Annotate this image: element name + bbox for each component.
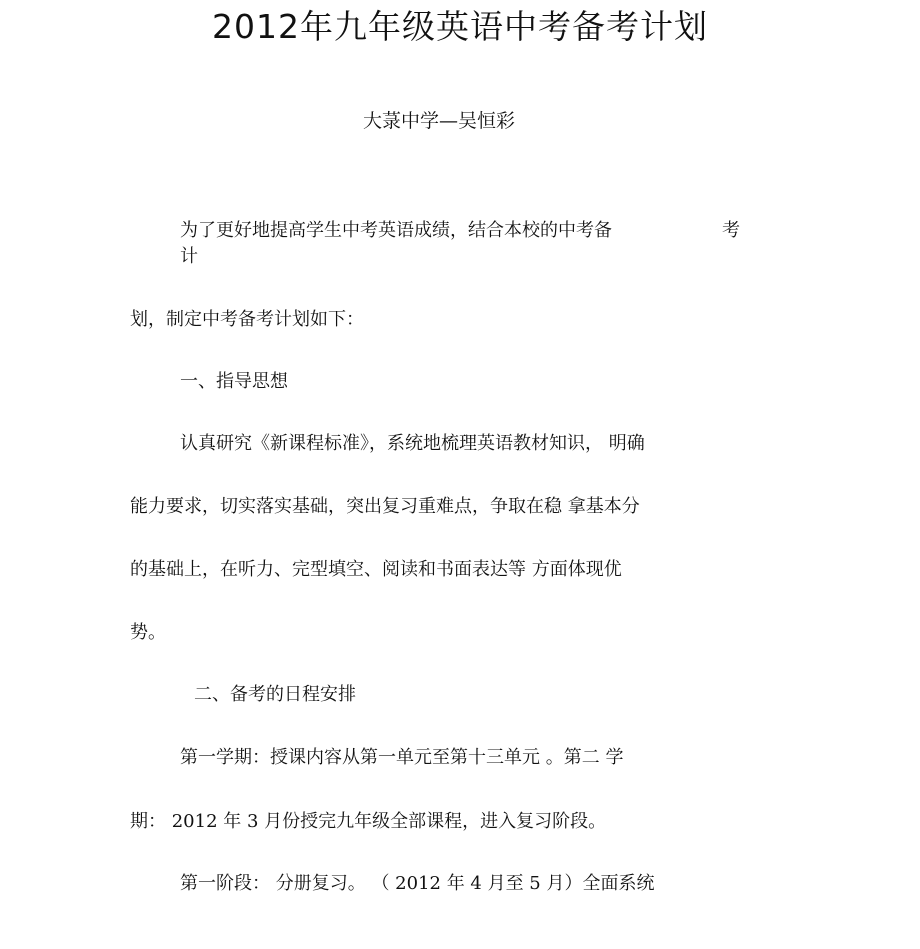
paragraph-line: 期： 2012 年 3 月份授完九年级全部课程，进入复习阶段。: [130, 811, 607, 832]
paragraph-line: 认真研究《新课程标准》，系统地梳理英语教材知识， 明确: [180, 433, 645, 454]
paragraph-line: 的基础上，在听力、完型填空、阅读和书面表达等 方面体现优: [130, 559, 622, 580]
paragraph-line-wrap: 计: [180, 246, 198, 267]
section-heading: 一、指导思想: [180, 371, 288, 392]
paragraph-line: 划，制定中考备考计划如下：: [130, 309, 364, 330]
paragraph-line: 第一学期：授课内容从第一单元至第十三单元 。第二 学: [180, 747, 624, 768]
section-heading: 二、备考的日程安排: [194, 684, 356, 705]
paragraph-line: 能力要求，切实落实基础，突出复习重难点，争取在稳 拿基本分: [130, 496, 640, 517]
paragraph-line: 第一阶段： 分册复习。 （ 2012 年 4 月至 5 月）全面系统: [180, 873, 655, 894]
paragraph-line: 为了更好地提高学生中考英语成绩，结合本校的中考备: [180, 220, 612, 241]
document-title: 2012年九年级英语中考备考计划: [212, 7, 708, 46]
paragraph-line: 势。: [130, 622, 166, 643]
document-author: 大菉中学—吴恒彩: [363, 110, 516, 132]
paragraph-line-end: 考: [722, 220, 740, 241]
